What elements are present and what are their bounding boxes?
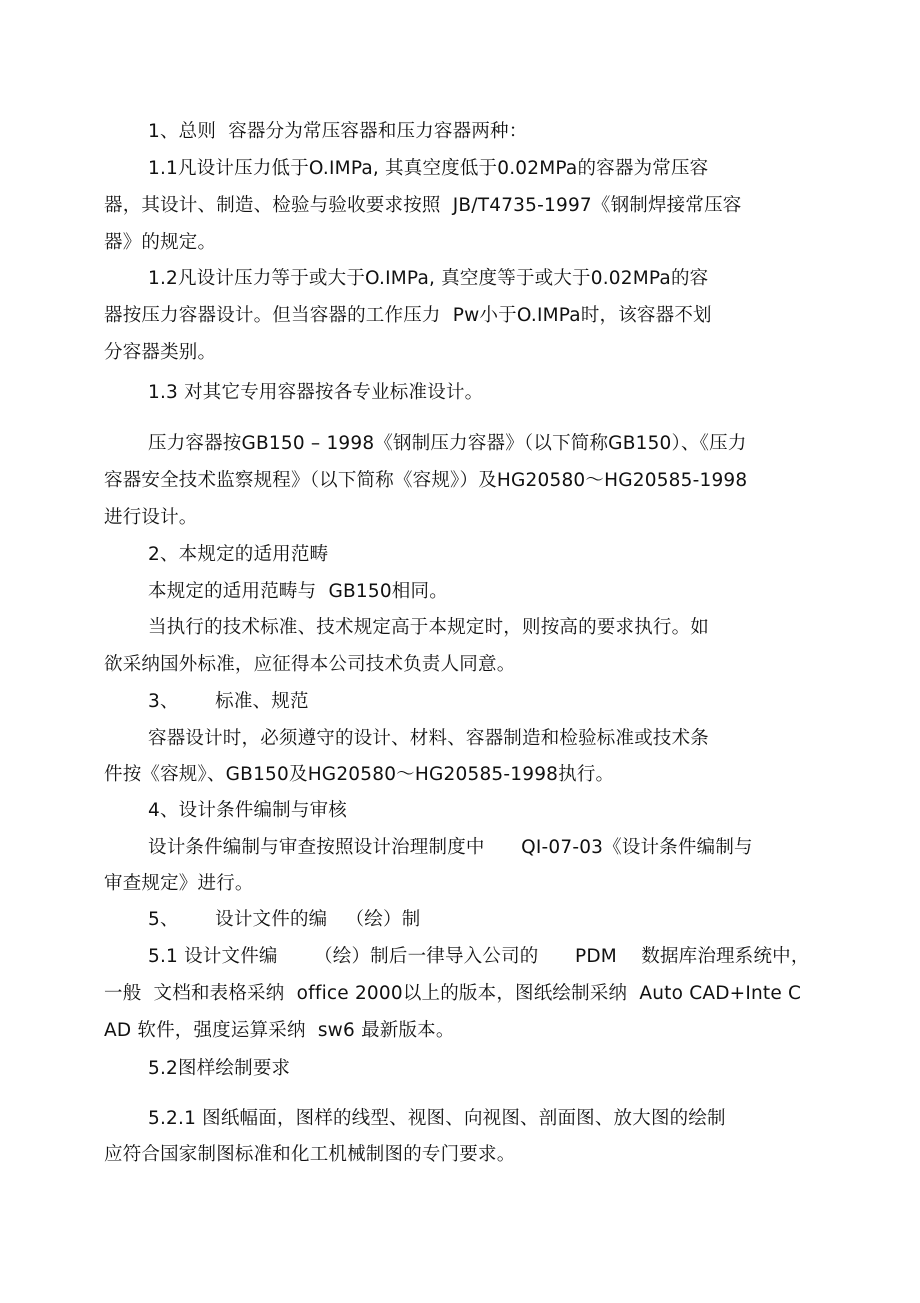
paragraph-5-1-line-1: 5.1 设计文件编 （绘）制后一律导入公司的 PDM 数据库治理系统中， [148,946,810,967]
heading-4-conditions: 4、设计条件编制与审核 [148,800,347,821]
paragraph-standards-line-2: 欲采纳国外标准，应征得本公司技术负责人同意。 [104,654,516,675]
paragraph-5-1-line-2: 一般 文档和表格采纳 office 2000以上的版本，图纸绘制采纳 Auto CAD+Inte C [104,983,802,1004]
paragraph-1-2-line-3: 分容器类别。 [104,342,217,363]
paragraph-pressure-vessel-line-2: 容器安全技术监察规程》（以下简称《容规》）及HG20580～HG20585-1998 [104,470,748,491]
paragraph-5-2-1-line-2: 应符合国家制图标准和化工机械制图的专门要求。 [104,1144,516,1165]
heading-5-drawing: 5、 设计文件的编 （绘）制 [148,909,421,930]
heading-5-2: 5.2图样绘制要求 [148,1058,291,1079]
heading-3-standards: 3、 标准、规范 [148,691,309,712]
paragraph-1-3: 1.3 对其它专用容器按各专业标准设计。 [148,382,484,403]
paragraph-scope: 本规定的适用范畴与 GB150相同。 [148,581,448,602]
paragraph-pressure-vessel-line-1: 压力容器按GB150 – 1998《钢制压力容器》（以下简称GB150）、《压力 [148,433,747,454]
paragraph-conditions-line-2: 审查规定》进行。 [104,873,254,894]
paragraph-1-1-line-2: 器，其设计、制造、检验与验收要求按照 JB/T4735-1997《钢制焊接常压容 [104,195,742,216]
paragraph-1-1-line-3: 器》的规定。 [104,232,217,253]
paragraph-1-2-line-1: 1.2凡设计压力等于或大于O.IMPa, 真空度等于或大于0.02MPa的容 [148,268,709,289]
paragraph-1-2-line-2: 器按压力容器设计。但当容器的工作压力 Pw小于O.IMPa时，该容器不划 [104,305,712,326]
paragraph-1-1-line-1: 1.1凡设计压力低于O.IMPa, 其真空度低于0.02MPa的容器为常压容 [148,158,709,179]
paragraph-design-standards-line-1: 容器设计时，必须遵守的设计、材料、容器制造和检验标准或技术条 [148,728,710,749]
heading-2-scope: 2、本规定的适用范畴 [148,544,329,565]
paragraph-5-2-1-line-1: 5.2.1 图纸幅面，图样的线型、视图、向视图、剖面图、放大图的绘制 [148,1108,726,1129]
paragraph-conditions-line-1: 设计条件编制与审查按照设计治理制度中 QI-07-03《设计条件编制与 [148,837,753,858]
paragraph-design-standards-line-2: 件按《容规》、GB150及HG20580～HG20585-1998执行。 [104,764,615,785]
paragraph-standards-line-1: 当执行的技术标准、技术规定高于本规定时，则按高的要求执行。如 [148,617,710,638]
paragraph-5-1-line-3: AD 软件，强度运算采纳 sw6 最新版本。 [104,1020,455,1041]
heading-1-general: 1、总则 容器分为常压容器和压力容器两种： [148,121,528,142]
paragraph-pressure-vessel-line-3: 进行设计。 [104,507,198,528]
